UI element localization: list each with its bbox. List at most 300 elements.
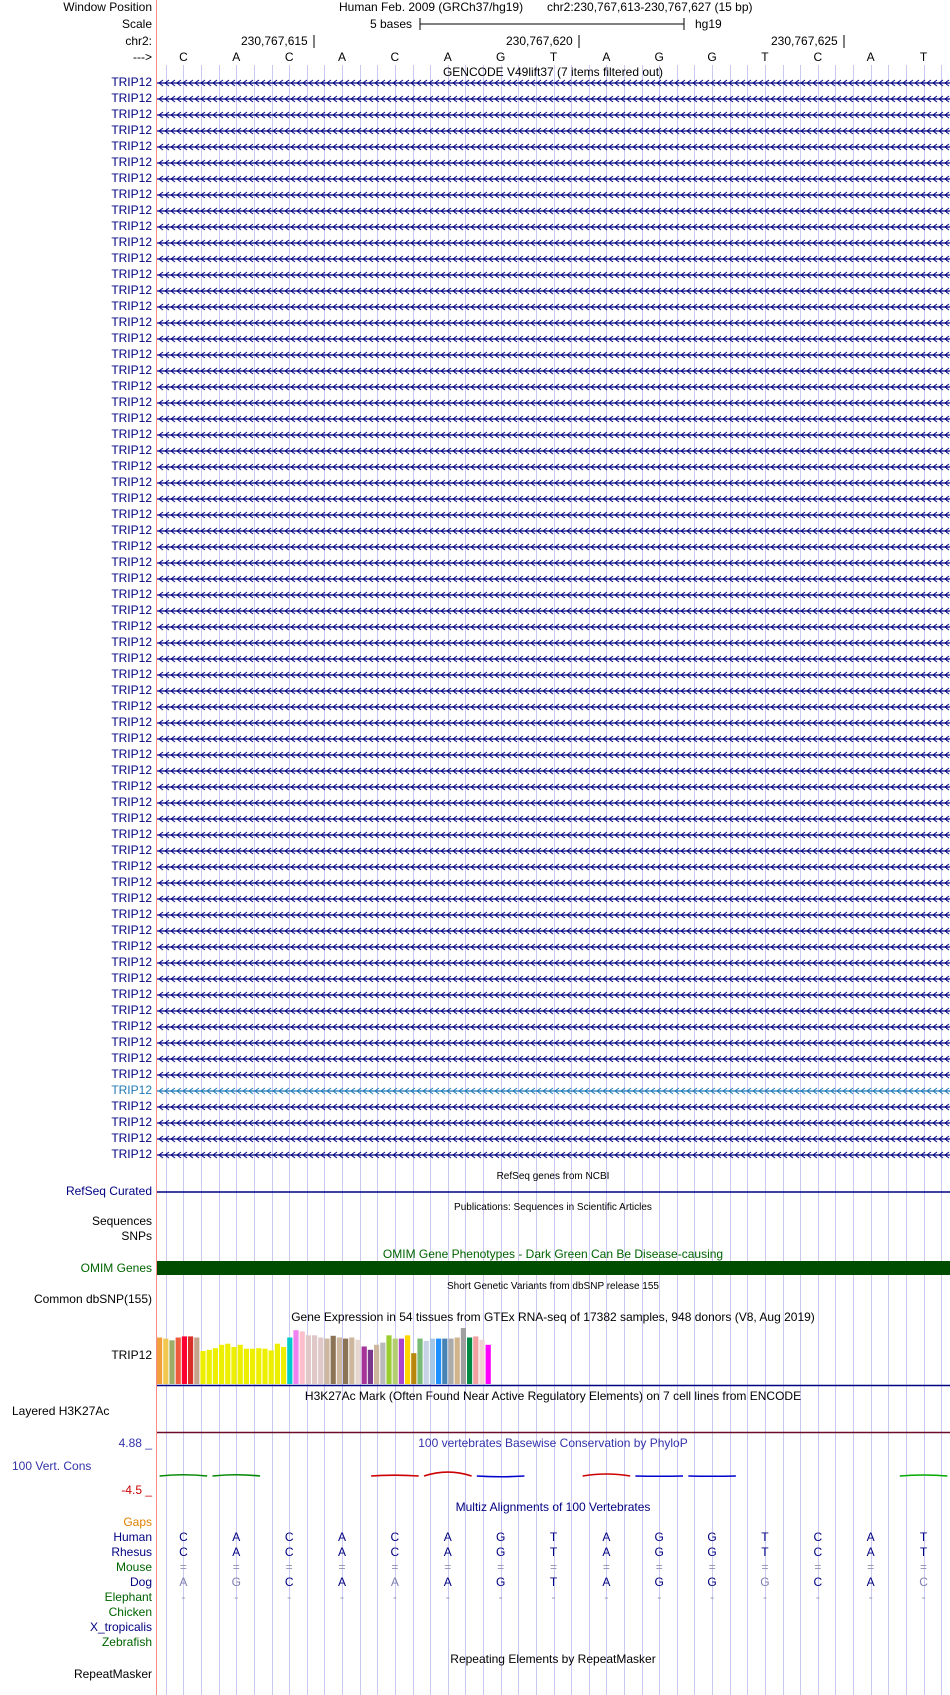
gencode-transcript[interactable] [157,159,950,167]
alignment-base: A [232,1530,241,1544]
gtex-bar [312,1335,317,1384]
sequence-base: A [602,50,611,64]
gencode-transcript[interactable] [157,991,950,999]
species-label[interactable]: Chicken [108,1605,152,1619]
gtex-bar [393,1339,398,1384]
alignment-base: - [392,1590,397,1604]
gtex-bar [374,1345,379,1384]
omim-title: OMIM Gene Phenotypes - Dark Green Can Be Disease-causing [382,1247,724,1261]
sequence-base: C [179,50,188,64]
gencode-gene-label[interactable]: TRIP12 [111,875,152,889]
gencode-transcript[interactable] [157,207,950,215]
gencode-gene-label[interactable]: TRIP12 [111,283,152,297]
conservation-title: 100 vertebrates Basewise Conservation by PhyloP [418,1436,688,1450]
gencode-gene-label[interactable]: TRIP12 [111,459,152,473]
gtex-bar [238,1345,243,1384]
gtex-title: Gene Expression in 54 tissues from GTEx RNA-seq of 17382 samples, 948 donors (V8, Aug 2019) [291,1310,815,1324]
species-label[interactable]: X_tropicalis [89,1620,152,1634]
gencode-gene-label[interactable]: TRIP12 [111,203,152,217]
omim-bar[interactable] [157,1261,950,1275]
gencode-gene-label[interactable]: TRIP12 [111,747,152,761]
alignment-base: - [551,1590,556,1604]
gtex-bar [467,1338,472,1385]
alignment-base: G [231,1575,241,1589]
ruler-tick-marks [0,33,950,49]
gencode-transcript[interactable] [157,511,950,519]
gencode-gene-label[interactable]: TRIP12 [111,187,152,201]
gencode-transcript[interactable] [157,95,950,103]
alignment-base: G [760,1575,770,1589]
alignment-base: = [920,1560,928,1574]
gencode-gene-label[interactable]: TRIP12 [111,779,152,793]
gencode-gene-label[interactable]: TRIP12 [111,859,152,873]
gtex-bar [225,1344,230,1384]
alignment-base: C [390,1545,400,1559]
alignment-base: = [549,1560,557,1574]
gaps-label[interactable]: Gaps [123,1515,152,1529]
alignment-base: G [654,1545,664,1559]
gencode-gene-label[interactable]: TRIP12 [111,1115,152,1129]
alignment-base: - [445,1590,450,1604]
gtex-bar [380,1343,385,1384]
refseq-title: RefSeq genes from NCBI [496,1171,610,1182]
gencode-gene-label[interactable]: TRIP12 [111,315,152,329]
gencode-transcript[interactable] [157,191,950,199]
alignment-base: A [443,1530,452,1544]
gencode-gene-label[interactable]: TRIP12 [111,1067,152,1081]
alignment-base: C [179,1545,188,1559]
gtex-bar [362,1347,367,1385]
gencode-gene-label[interactable]: TRIP12 [111,171,152,185]
sequence-base: G [654,50,664,64]
multiz-title: Multiz Alignments of 100 Vertebrates [455,1500,651,1514]
gtex-bar [424,1341,429,1384]
gencode-transcript[interactable] [157,911,950,919]
gencode-transcript[interactable] [157,111,950,119]
gencode-gene-label[interactable]: TRIP12 [111,155,152,169]
gencode-transcript[interactable] [157,863,950,871]
gtex-bar [306,1335,311,1384]
chrom-label: chr2: [125,34,152,48]
gencode-gene-label[interactable]: TRIP12 [111,395,152,409]
alignment-base: C [284,1545,294,1559]
gencode-transcript[interactable] [157,447,950,455]
h3k27ac-label[interactable]: Layered H3K27Ac [12,1404,110,1418]
gtex-bar [182,1336,187,1384]
alignment-base: C [179,1530,188,1544]
alignment-base: T [761,1530,769,1544]
alignment-base: = [391,1560,399,1574]
alignment-base: A [232,1545,241,1559]
sequence-base: C [813,50,823,64]
gtex-bar [337,1338,342,1385]
gencode-transcript[interactable] [157,319,950,327]
sequence-base: T [549,50,558,64]
gencode-gene-label[interactable]: TRIP12 [111,107,152,121]
alignment-base: A [338,1575,347,1589]
gencode-transcript[interactable] [157,335,950,343]
gtex-baseline [157,1384,950,1387]
gencode-transcript[interactable] [157,671,950,679]
gencode-gene-label[interactable]: TRIP12 [111,907,152,921]
gtex-label[interactable]: TRIP12 [111,1348,152,1362]
gencode-gene-label[interactable]: TRIP12 [111,731,152,745]
gencode-transcript[interactable] [157,735,950,743]
gencode-gene-label[interactable]: TRIP12 [111,1099,152,1113]
gencode-title: GENCODE V49lift37 (7 items filtered out) [442,65,664,79]
gencode-transcript[interactable] [157,719,950,727]
gencode-transcript[interactable] [157,255,950,263]
gencode-gene-label[interactable]: TRIP12 [111,699,152,713]
sequence-base: A [232,50,241,64]
gtex-bar [442,1339,447,1384]
gencode-transcript[interactable] [157,879,950,887]
gencode-transcript[interactable] [157,751,950,759]
gtex-bar [343,1339,348,1384]
strand-label: ---> [133,50,152,64]
alignment-base: T [919,1530,928,1544]
gencode-transcript[interactable] [157,383,950,391]
gencode-transcript[interactable] [157,175,950,183]
alignment-base: G [654,1575,664,1589]
gtex-bar [455,1338,460,1385]
species-label[interactable]: Human [113,1530,152,1544]
ruler-tick-1: 230,767,615 [241,34,308,48]
alignment-base: A [866,1530,875,1544]
gencode-gene-label[interactable]: TRIP12 [111,1035,152,1049]
alignment-base: A [443,1545,452,1559]
gencode-transcript[interactable] [157,479,950,487]
gtex-bar [349,1338,354,1385]
gencode-transcript[interactable] [157,943,950,951]
sequence-base: G [707,50,717,64]
gtex-bar [430,1339,435,1384]
gencode-transcript[interactable] [157,143,950,151]
gtex-bar [417,1339,422,1384]
gencode-gene-label[interactable]: TRIP12 [111,539,152,553]
alignment-base: A [390,1575,399,1589]
alignment-base: A [338,1545,347,1559]
gencode-gene-label[interactable]: TRIP12 [111,827,152,841]
gencode-gene-label[interactable]: TRIP12 [111,715,152,729]
gencode-gene-label[interactable]: TRIP12 [111,219,152,233]
alignment-base: C [390,1530,400,1544]
sequence-base: C [390,50,400,64]
dbsnp-label[interactable]: Common dbSNP(155) [33,1292,152,1306]
gencode-transcript[interactable] [157,847,950,855]
gencode-gene-label[interactable]: TRIP12 [111,1131,152,1145]
sequence-base: C [284,50,294,64]
gencode-gene-label[interactable]: TRIP12 [111,571,152,585]
alignment-base: - [657,1590,662,1604]
h3k27ac-title: H3K27Ac Mark (Often Found Near Active Regulatory Elements) on 7 cell lines from ENCODE [304,1389,802,1403]
alignment-base: = [497,1560,505,1574]
gtex-bar [461,1328,466,1384]
gencode-transcript[interactable] [157,959,950,967]
alignment-base: C [813,1545,823,1559]
gencode-transcript[interactable] [157,415,950,423]
gencode-gene-label[interactable]: TRIP12 [111,91,152,105]
gencode-transcript[interactable] [157,815,950,823]
gtex-bar [448,1339,453,1384]
gencode-gene-label[interactable]: TRIP12 [111,619,152,633]
gencode-transcript[interactable] [157,239,950,247]
alignment-base: = [285,1560,293,1574]
gencode-gene-label[interactable]: TRIP12 [111,955,152,969]
conservation-mark [477,1476,525,1477]
gtex-bar [207,1350,212,1384]
gencode-gene-label[interactable]: TRIP12 [111,587,152,601]
sequence-base: A [443,50,452,64]
gencode-gene-label[interactable]: TRIP12 [111,939,152,953]
gencode-transcript[interactable] [157,831,950,839]
gtex-bar [256,1348,261,1384]
alignment-base: - [815,1590,820,1604]
gencode-transcript[interactable] [157,1039,950,1047]
gencode-gene-label[interactable]: TRIP12 [111,507,152,521]
publications-title: Publications: Sequences in Scientific Articles [454,1202,652,1213]
gencode-transcript[interactable] [157,783,950,791]
gencode-transcript[interactable] [157,1023,950,1031]
gtex-bar [200,1351,205,1384]
gencode-transcript[interactable] [157,687,950,695]
gtex-bar [331,1336,336,1384]
conservation-mark [900,1475,948,1476]
gencode-transcript[interactable] [157,431,950,439]
db-text: hg19 [695,17,722,31]
sequence-base: A [866,50,875,64]
alignment-base: - [181,1590,186,1604]
gencode-transcript[interactable] [157,623,950,631]
alignment-base: C [919,1575,928,1589]
gencode-gene-label[interactable]: TRIP12 [111,651,152,665]
gencode-gene-label[interactable]: TRIP12 [111,987,152,1001]
gencode-transcript[interactable] [157,79,950,87]
alignment-base: C [284,1530,294,1544]
gencode-transcript[interactable] [157,799,950,807]
gencode-transcript[interactable] [157,1151,950,1159]
alignment-base: T [549,1530,558,1544]
conservation-mark [583,1474,631,1476]
gencode-gene-label[interactable]: TRIP12 [111,363,152,377]
gencode-gene-label[interactable]: TRIP12 [111,1083,152,1097]
gencode-transcript[interactable] [157,127,950,135]
gencode-gene-label[interactable]: TRIP12 [111,475,152,489]
scale-text: 5 bases [370,17,413,31]
gencode-transcript[interactable] [157,271,950,279]
alignment-base: = [232,1560,240,1574]
gencode-transcript[interactable] [157,287,950,295]
gencode-transcript[interactable] [157,559,950,567]
gencode-gene-label[interactable]: TRIP12 [111,235,152,249]
gencode-transcript[interactable] [157,1071,950,1079]
gencode-transcript[interactable] [157,895,950,903]
gtex-bar [436,1339,441,1384]
gencode-transcript[interactable] [157,527,950,535]
alignment-base: T [549,1575,558,1589]
conservation-mark [160,1475,208,1476]
gtex-bar [213,1348,218,1384]
sequence-base: G [495,50,506,64]
gencode-gene-label[interactable]: TRIP12 [111,1003,152,1017]
gencode-transcript[interactable] [157,1119,950,1127]
repeatmasker-title: Repeating Elements by RepeatMasker [450,1652,656,1666]
alignment-base: A [602,1545,611,1559]
gencode-transcript[interactable] [157,975,950,983]
gencode-transcript[interactable] [157,655,950,663]
gencode-transcript[interactable] [157,399,950,407]
gencode-gene-label[interactable]: TRIP12 [111,667,152,681]
window-position-label: Window Position [63,0,152,14]
h3k27ac-baseline [157,1431,950,1434]
gtex-bar [405,1335,410,1384]
gencode-transcript[interactable] [157,639,950,647]
ruler-tick-2: 230,767,620 [506,34,573,48]
conservation-mark [213,1475,261,1476]
gencode-transcript[interactable] [157,463,950,471]
gencode-transcript[interactable] [157,1055,950,1063]
gencode-gene-label[interactable]: TRIP12 [111,923,152,937]
gencode-transcript[interactable] [157,1135,950,1143]
gencode-gene-label[interactable]: TRIP12 [111,635,152,649]
refseq-line[interactable] [157,1190,950,1194]
gencode-gene-label[interactable]: TRIP12 [111,123,152,137]
gencode-gene-label[interactable]: TRIP12 [111,1147,152,1161]
gencode-gene-label[interactable]: TRIP12 [111,843,152,857]
gencode-gene-label[interactable]: TRIP12 [111,331,152,345]
alignment-base: T [919,1545,928,1559]
gencode-transcript[interactable] [157,927,950,935]
gencode-gene-label[interactable]: TRIP12 [111,683,152,697]
gencode-transcript[interactable] [157,367,950,375]
refseq-label[interactable]: RefSeq Curated [65,1184,152,1198]
gencode-transcript[interactable] [157,543,950,551]
gtex-bar [169,1340,174,1384]
gencode-gene-label[interactable]: TRIP12 [111,763,152,777]
gencode-gene-label[interactable]: TRIP12 [111,347,152,361]
alignment-base: C [813,1530,823,1544]
alignment-base: A [338,1530,347,1544]
gtex-bar [188,1336,193,1384]
gencode-gene-label[interactable]: TRIP12 [111,523,152,537]
gencode-gene-label[interactable]: TRIP12 [111,379,152,393]
gencode-gene-label[interactable]: TRIP12 [111,795,152,809]
alignment-base: = [867,1560,875,1574]
alignment-base: = [761,1560,769,1574]
gencode-gene-label[interactable]: TRIP12 [111,1019,152,1033]
species-label[interactable]: Elephant [104,1590,152,1604]
alignment-base: C [813,1575,823,1589]
gencode-gene-label[interactable]: TRIP12 [111,267,152,281]
gencode-transcript[interactable] [157,767,950,775]
alignment-base: T [761,1545,769,1559]
gencode-gene-label[interactable]: TRIP12 [111,891,152,905]
sequence-base: T [919,50,928,64]
gencode-gene-label[interactable]: TRIP12 [111,555,152,569]
conservation-min-label: -4.5 _ [121,1483,152,1497]
conservation-mark [424,1472,472,1476]
gencode-gene-label[interactable]: TRIP12 [111,299,152,313]
alignment-base: C [284,1575,294,1589]
alignment-base: = [602,1560,610,1574]
alignment-base: T [549,1545,558,1559]
gencode-transcript[interactable] [157,223,950,231]
gencode-gene-label[interactable]: TRIP12 [111,139,152,153]
alignment-base: A [866,1545,875,1559]
gencode-gene-label[interactable]: TRIP12 [111,603,152,617]
gencode-gene-label[interactable]: TRIP12 [111,427,152,441]
assembly-text: Human Feb. 2009 (GRCh37/hg19) [339,0,524,14]
gtex-bar-chart[interactable] [157,1325,557,1385]
conservation-mark [371,1475,419,1476]
species-label[interactable]: Zebrafish [101,1635,152,1649]
gencode-transcript[interactable] [157,607,950,615]
gencode-transcript[interactable] [157,703,950,711]
gencode-gene-label[interactable]: TRIP12 [111,251,152,265]
gencode-transcript[interactable] [157,1007,950,1015]
gtex-bar [355,1340,360,1384]
gencode-gene-label[interactable]: TRIP12 [111,411,152,425]
conservation-plot[interactable] [157,1440,950,1500]
gtex-bar [219,1345,224,1384]
gencode-gene-label[interactable]: TRIP12 [111,443,152,457]
alignment-base: G [707,1530,717,1544]
omim-label[interactable]: OMIM Genes [80,1261,152,1275]
gencode-transcript[interactable] [157,591,950,599]
alignment-base: G [495,1545,506,1559]
alignment-base: G [495,1575,506,1589]
conservation-label[interactable]: 100 Vert. Cons [12,1459,92,1473]
alignment-base: = [814,1560,822,1574]
alignment-base: - [762,1590,767,1604]
publications-sequences-label[interactable]: Sequences [91,1214,152,1228]
gencode-gene-label[interactable]: TRIP12 [111,491,152,505]
gencode-transcript[interactable] [157,495,950,503]
gencode-transcript[interactable] [157,1087,950,1095]
sequence-row [0,50,950,65]
species-label[interactable]: Dog [129,1575,152,1589]
scale-label: Scale [121,17,152,31]
alignment-base: - [710,1590,715,1604]
gencode-transcript[interactable] [157,575,950,583]
gencode-transcript[interactable] [157,303,950,311]
gtex-bar [386,1335,391,1384]
gencode-gene-label[interactable]: TRIP12 [111,75,152,89]
repeatmasker-label[interactable]: RepeatMasker [73,1667,152,1681]
gtex-bar [163,1339,168,1384]
gencode-gene-label[interactable]: TRIP12 [111,1051,152,1065]
dbsnp-title: Short Genetic Variants from dbSNP release 155 [447,1281,659,1292]
gtex-bar [269,1350,274,1384]
ruler-tick-3: 230,767,625 [771,34,838,48]
gtex-bar [300,1331,305,1384]
species-label[interactable]: Rhesus [111,1545,152,1559]
gtex-bar [479,1340,484,1384]
publications-snps-label[interactable]: SNPs [121,1229,152,1243]
alignment-base: = [179,1560,187,1574]
gencode-gene-label[interactable]: TRIP12 [111,811,152,825]
sequence-base: T [761,50,769,64]
gtex-bar [399,1339,404,1384]
alignment-base: A [602,1530,611,1544]
species-label[interactable]: Mouse [115,1560,152,1574]
alignment-base: = [708,1560,716,1574]
gencode-transcript[interactable] [157,1103,950,1111]
gencode-gene-label[interactable]: TRIP12 [111,971,152,985]
gencode-transcript[interactable] [157,351,950,359]
conservation-max-label: 4.88 _ [118,1436,152,1450]
gtex-bar [275,1344,280,1384]
